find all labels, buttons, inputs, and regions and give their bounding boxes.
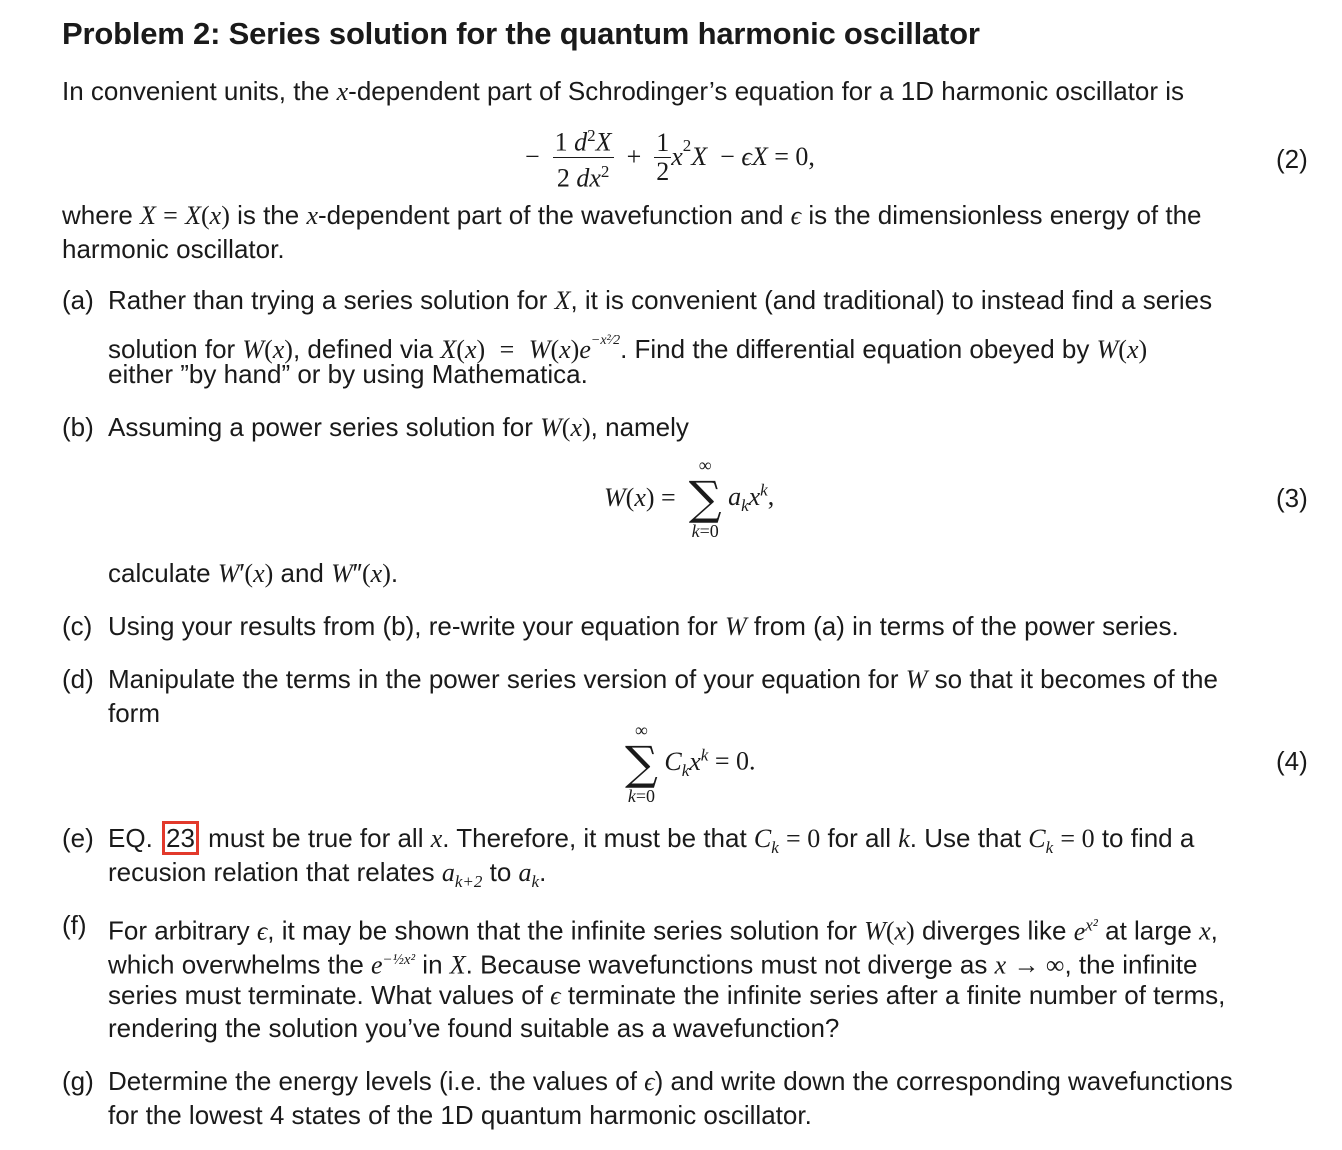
part-d-line: Manipulate the terms in the power series version of your equation for W so that it becomes of the: [108, 664, 1218, 694]
part-b-line: Assuming a power series solution for W(x), namely: [108, 412, 689, 442]
intro-text: In convenient units, the x-dependent part of Schrodinger’s equation for a 1D harmonic oscillator is: [62, 76, 1185, 106]
part-a-label: (a): [62, 285, 94, 315]
equation-reference-link[interactable]: 23: [162, 821, 199, 855]
equation-3-number: (3): [1276, 483, 1308, 513]
part-d-label: (d): [62, 664, 94, 694]
equation-2: − $\frac{1 d^2X}{2 dx^2}$ + $\frac{1}{2}$ $x^2X - \epsilon X = 0$,: [525, 122, 815, 192]
part-f-line: series must terminate. What values of ϵ terminate the infinite series after a finite number of terms,: [108, 980, 1226, 1010]
part-f-label: (f): [62, 910, 87, 940]
part-e-line: recusion relation that relates $a_{k+2}$ to $a_k$.: [108, 857, 547, 892]
part-a-line: solution for W(x), defined via $X(x) = W(x)e^{-x^2⁄2}$. Find the differential equation obeyed by W(x): [108, 333, 1148, 364]
part-b-label: (b): [62, 412, 94, 442]
part-g-label: (g): [62, 1066, 94, 1096]
part-a-line: either ”by hand” or by using Mathematica.: [108, 359, 588, 389]
equation-3: W(x) = ∞ ∑ k=0 $a_kx^k$,: [604, 455, 775, 541]
part-c-line: Using your results from (b), re-write your equation for W from (a) in terms of the power series.: [108, 611, 1179, 641]
part-f-line: For arbitrary ϵ, it may be shown that the infinite series solution for W(x) diverges like $e^{x^2}$ at large x,: [108, 915, 1218, 946]
part-e-label: (e): [62, 823, 94, 853]
part-f-line: rendering the solution you’ve found suitable as a wavefunction?: [108, 1013, 840, 1043]
equation-4: ∞ ∑ k=0 $C_kx^k = 0$.: [625, 720, 756, 806]
paragraph-line: where X = X(x) is the x-dependent part of the wavefunction and ϵ is the dimensionless energy of the: [62, 200, 1202, 230]
part-e-line: EQ. 23 must be true for all x. Therefore, it must be that $C_k = 0$ for all k. Use that $C_k = 0$ to find a: [108, 823, 1195, 858]
part-c-label: (c): [62, 611, 93, 641]
part-g-line: for the lowest 4 states of the 1D quantum harmonic oscillator.: [108, 1100, 812, 1130]
paragraph-line: harmonic oscillator.: [62, 234, 285, 264]
part-b-after: calculate W′(x) and W″(x).: [108, 558, 399, 588]
equation-4-number: (4): [1276, 746, 1308, 776]
part-a-line: Rather than trying a series solution for X, it is convenient (and traditional) to instead find a series: [108, 285, 1213, 315]
part-g-line: Determine the energy levels (i.e. the values of ϵ) and write down the corresponding wavefunctions: [108, 1066, 1233, 1096]
equation-2-number: (2): [1276, 144, 1308, 174]
part-d-line: form: [108, 698, 160, 728]
part-f-line: which overwhelms the $e^{-\frac{1}{2}x^2}$ in X. Because wavefunctions must not diverge as x → ∞, the infinite: [108, 949, 1198, 980]
page-title: Problem 2: Series solution for the quantum harmonic oscillator: [62, 16, 980, 51]
